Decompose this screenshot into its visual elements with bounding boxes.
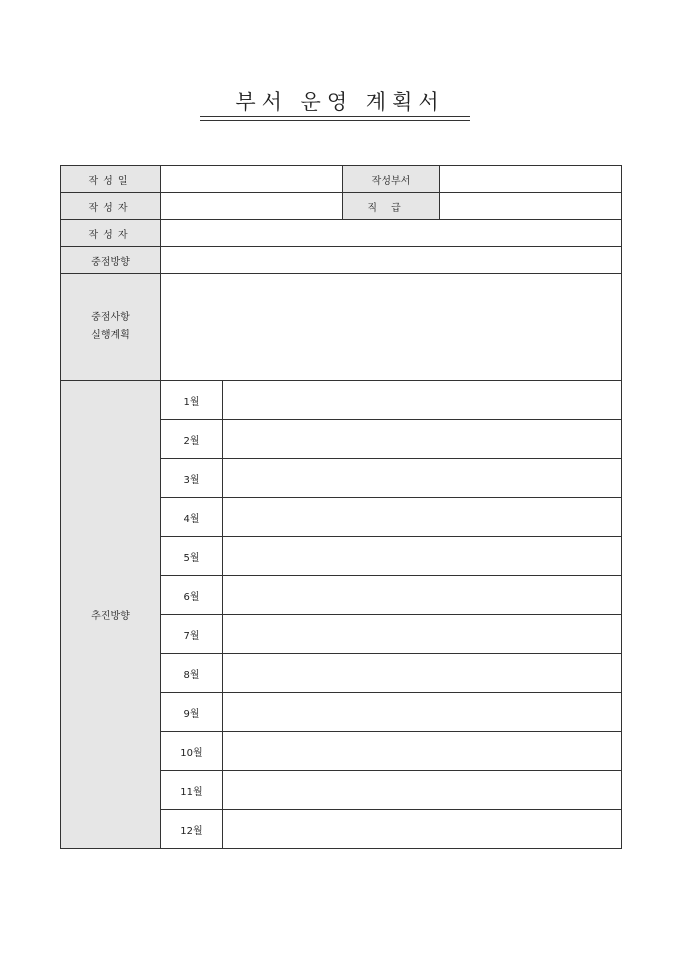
month-label: 3월 (161, 459, 223, 498)
focus-direction-label: 중점방향 (61, 247, 161, 274)
month-plan-field[interactable] (223, 732, 622, 771)
position-field[interactable] (440, 193, 622, 220)
focus-plan-field[interactable] (161, 274, 622, 381)
date-field[interactable] (161, 166, 343, 193)
month-label: 12월 (161, 810, 223, 849)
author-label-2: 작성자 (61, 220, 161, 247)
month-label: 2월 (161, 420, 223, 459)
author-field[interactable] (161, 193, 343, 220)
month-row (61, 381, 622, 420)
month-plan-field[interactable] (223, 459, 622, 498)
month-label: 10월 (161, 732, 223, 771)
month-plan-field[interactable] (223, 576, 622, 615)
month-label: 11월 (161, 771, 223, 810)
month-plan-field[interactable] (223, 771, 622, 810)
month-label: 6월 (161, 576, 223, 615)
author-field-2[interactable] (161, 220, 622, 247)
form-row-author (61, 193, 622, 220)
title-double-underline (200, 116, 470, 121)
month-plan-field[interactable] (223, 615, 622, 654)
focus-plan-label-line1: 중점사항 (91, 312, 130, 323)
month-label: 4월 (161, 498, 223, 537)
month-plan-field[interactable] (223, 498, 622, 537)
promotion-direction-label: 추진방향 (61, 381, 161, 849)
month-label: 9월 (161, 693, 223, 732)
month-label: 1월 (161, 381, 223, 420)
month-plan-field[interactable] (223, 381, 622, 420)
month-plan-field[interactable] (223, 537, 622, 576)
form-row-focus-direction (61, 247, 622, 274)
month-label: 5월 (161, 537, 223, 576)
month-plan-field[interactable] (223, 693, 622, 732)
position-label: 직급 (343, 193, 440, 220)
month-label: 8월 (161, 654, 223, 693)
author-label: 작성자 (61, 193, 161, 220)
date-label: 작성일 (61, 166, 161, 193)
focus-plan-label-line2: 실행계획 (91, 330, 130, 341)
department-field[interactable] (440, 166, 622, 193)
form-row-focus-plan (61, 274, 622, 381)
focus-direction-field[interactable] (161, 247, 622, 274)
document-title: 부서 운영 계획서 (235, 90, 445, 114)
form-row-author-2 (61, 220, 622, 247)
month-plan-field[interactable] (223, 420, 622, 459)
plan-form-table (60, 165, 622, 849)
month-label: 7월 (161, 615, 223, 654)
focus-plan-label (61, 274, 161, 381)
department-label: 작성부서 (343, 166, 440, 193)
form-row-date (61, 166, 622, 193)
month-plan-field[interactable] (223, 810, 622, 849)
month-plan-field[interactable] (223, 654, 622, 693)
